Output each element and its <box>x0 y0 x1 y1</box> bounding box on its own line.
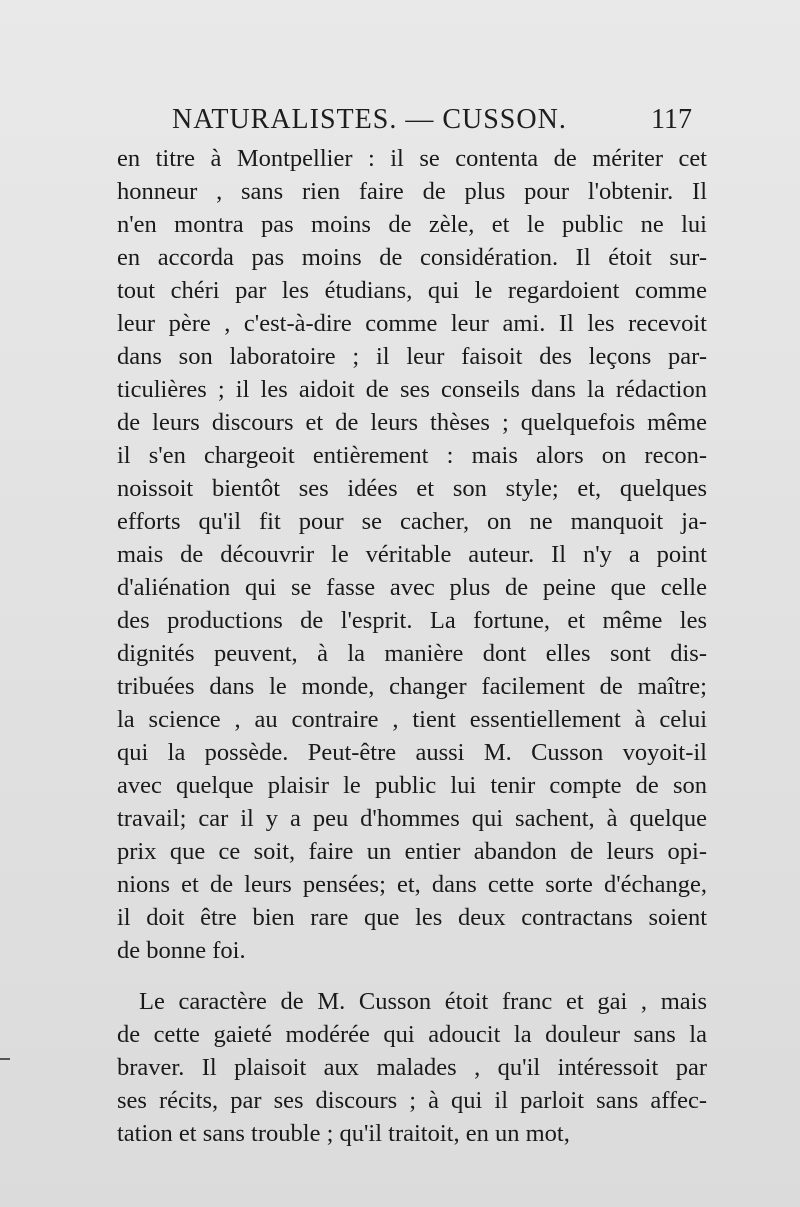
text-line: de leurs discours et de leurs thèses ; quelquefois même <box>117 409 707 436</box>
running-title: NATURALISTES. — CUSSON. <box>172 104 567 135</box>
text-line: travail; car il y a peu d'hommes qui sachent, à quelque <box>117 805 707 832</box>
text-line: honneur , sans rien faire de plus pour l'obtenir. Il <box>117 178 707 205</box>
text-line: Le caractère de M. Cusson étoit franc et gai , mais <box>139 988 707 1015</box>
text-line: noissoit bientôt ses idées et son style; et, quelques <box>117 475 707 502</box>
text-line: tation et sans trouble ; qu'il traitoit, en un mot, <box>117 1120 570 1147</box>
text-line: la science , au contraire , tient essentiellement à celui <box>117 706 707 733</box>
text-line: avec quelque plaisir le public lui tenir compte de son <box>117 772 707 799</box>
body-text <box>117 142 707 1150</box>
text-line: mais de découvrir le véritable auteur. Il n'y a point <box>117 541 707 568</box>
text-line: il s'en chargeoit entièrement : mais alors on recon- <box>117 442 707 469</box>
text-line: en titre à Montpellier : il se contenta de mériter cet <box>117 145 707 172</box>
text-line: braver. Il plaisoit aux malades , qu'il intéressoit par <box>117 1054 707 1081</box>
text-line: ses récits, par ses discours ; à qui il parloit sans affec- <box>117 1087 707 1114</box>
text-line: d'aliénation qui se fasse avec plus de peine que celle <box>117 574 707 601</box>
text-line: efforts qu'il fit pour se cacher, on ne manquoit ja- <box>117 508 707 535</box>
text-line: tribuées dans le monde, changer facilement de maître; <box>117 673 707 700</box>
text-line: de cette gaieté modérée qui adoucit la douleur sans la <box>117 1021 707 1048</box>
text-line: qui la possède. Peut-être aussi M. Cusson voyoit-il <box>117 739 707 766</box>
text-line: n'en montra pas moins de zèle, et le public ne lui <box>117 211 707 238</box>
page-header <box>172 104 692 144</box>
paragraph-gap <box>117 967 707 985</box>
text-line: leur père , c'est-à-dire comme leur ami. Il les recevoit <box>117 310 707 337</box>
text-line: dignités peuvent, à la manière dont elles sont dis- <box>117 640 707 667</box>
text-line: des productions de l'esprit. La fortune, et même les <box>117 607 707 634</box>
text-line: nions et de leurs pensées; et, dans cette sorte d'échange, <box>117 871 707 898</box>
text-line: tout chéri par les étudians, qui le regardoient comme <box>117 277 707 304</box>
text-line: en accorda pas moins de considération. Il étoit sur- <box>117 244 707 271</box>
text-line: dans son laboratoire ; il leur faisoit des leçons par- <box>117 343 707 370</box>
text-line: prix que ce soit, faire un entier abandon de leurs opi- <box>117 838 707 865</box>
margin-mark <box>0 1058 10 1060</box>
text-line: ticulières ; il les aidoit de ses conseils dans la rédaction <box>117 376 707 403</box>
text-line: de bonne foi. <box>117 937 246 964</box>
text-line: il doit être bien rare que les deux contractans soient <box>117 904 707 931</box>
page-number: 117 <box>651 104 692 135</box>
